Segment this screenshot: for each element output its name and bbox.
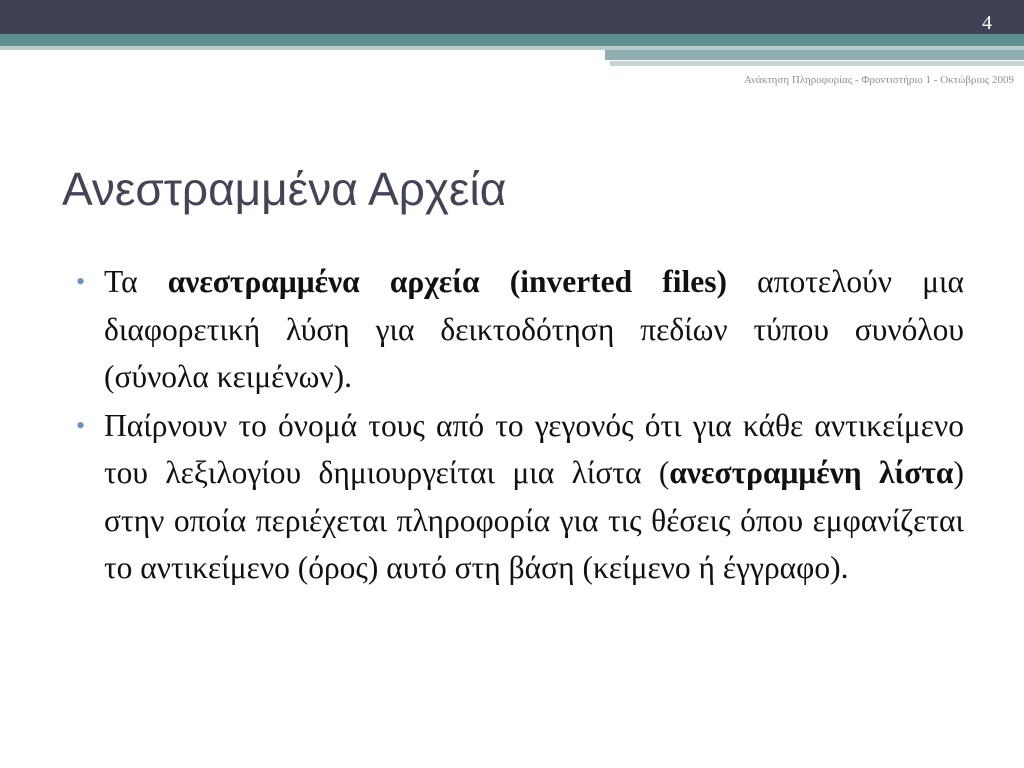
slide-number: 4 (982, 12, 992, 34)
bullet-item (76, 402, 964, 592)
bullet-text-post: αποτελούν μια διαφορετική λύση για δεικτοδότηση πεδίων τύπου συνόλου (σύνολα κειμένων). (104, 264, 964, 394)
footer-caption: Ανάκτηση Πληροφορίας - Φροντιστήριο 1 - Οκτώβριος 2009 (743, 74, 1014, 86)
header-band-teal (0, 34, 1024, 46)
bullet-text-pre: Τα (104, 264, 168, 299)
header-band-dark (0, 0, 1024, 36)
bullet-text-pre: Παίρνουν το όνομά τους από το γεγονός ότι για κάθε αντικείμενο του λεξιλογίου δημιουργείται μια λίστα ( (104, 407, 964, 490)
slide-title: Ανεστραμμένα Αρχεία (62, 163, 507, 215)
header-accent-bar-thin (610, 61, 1024, 66)
bullet-text-post: ) στην οποία περιέχεται πληροφορία για τις θέσεις όπου εμφανίζεται το αντικείμενο (όρος) αυτό στη βάση (κείμενο ή έγγραφο). (104, 455, 965, 585)
bullet-text-bold: ανεστραμμένα αρχεία (inverted files) (167, 264, 728, 299)
header-accent-bar (605, 50, 1024, 60)
bullet-dot-icon: • (76, 410, 86, 440)
bullet-list (76, 258, 964, 593)
bullet-dot-icon: • (76, 267, 86, 296)
bullet-text-bold: ανεστραμμένη λίστα (669, 455, 954, 490)
bullet-item (76, 258, 964, 401)
